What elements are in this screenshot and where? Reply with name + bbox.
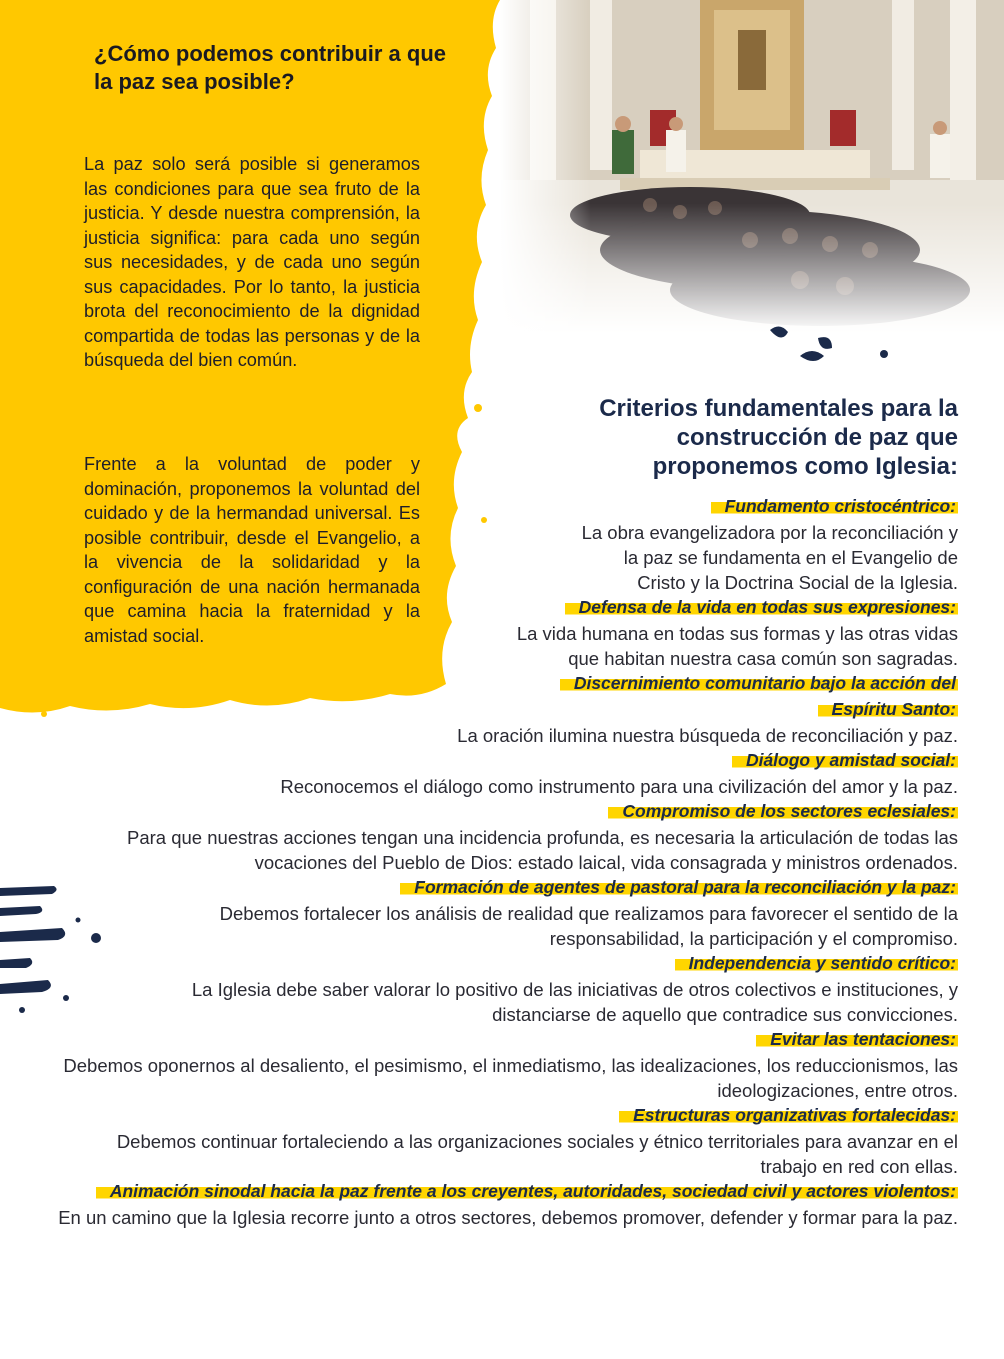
criteria-item — [58, 1179, 958, 1230]
criteria-body: La obra evangelizadora por la reconciliación y la paz se fundamenta en el Evangelio de Cristo y la Doctrina Social de la Iglesia. — [581, 522, 958, 593]
criteria-item — [58, 875, 958, 951]
criteria-item — [58, 671, 958, 748]
criteria-heading: Evitar las tentaciones: — [756, 1029, 958, 1049]
criteria-body: Debemos oponernos al desaliento, el pesimismo, el inmediatismo, las idealizaciones, los reduccionismos, las ideologizaciones, entre otros. — [63, 1055, 958, 1101]
left-section-title: ¿Cómo podemos contribuir a que la paz sea posible? — [94, 41, 447, 94]
criteria-heading: Diálogo y amistad social: — [732, 750, 958, 770]
left-paragraph-1: La paz solo será posible si generamos las condiciones para que sea fruto de la justicia. Y desde nuestra comprensión, la justicia significa: para cada uno según sus necesidades, y de cada uno según sus capacidades. Por lo tanto, la justicia brota del reconocimiento de la dignidad compartida de todas las personas y de la búsqueda del bien común. — [84, 154, 420, 370]
criteria-item — [58, 951, 958, 1027]
criteria-heading: Formación de agentes de pastoral para la reconciliación y la paz: — [400, 877, 958, 897]
criteria-body: Reconocemos el diálogo como instrumento para una civilización del amor y la paz. — [280, 776, 958, 797]
church-interior-photo — [500, 0, 1004, 370]
criteria-body: Debemos fortalecer los análisis de realidad que realizamos para favorecer el sentido de la responsabilidad, la participación y el compromiso. — [219, 903, 958, 949]
criteria-list — [58, 494, 958, 1230]
criteria-item — [58, 595, 958, 671]
criteria-heading: Fundamento cristocéntrico: — [711, 496, 958, 516]
criteria-heading: Animación sinodal hacia la paz frente a los creyentes, autoridades, sociedad civil y actores violentos: — [96, 1181, 958, 1201]
criteria-item — [58, 494, 958, 595]
criteria-heading: Discernimiento comunitario bajo la acción del Espíritu Santo: — [560, 673, 958, 719]
criteria-heading: Estructuras organizativas fortalecidas: — [619, 1105, 958, 1125]
criteria-heading: Compromiso de los sectores eclesiales: — [608, 801, 958, 821]
criteria-heading: Defensa de la vida en todas sus expresiones: — [565, 597, 958, 617]
criteria-body: La Iglesia debe saber valorar lo positivo de las iniciativas de otros colectivos e instituciones, y distanciarse de aquello que contradice sus convicciones. — [191, 979, 958, 1025]
criteria-section-title: Criterios fundamentales para la construcción de paz que proponemos como Iglesia: — [599, 395, 958, 480]
left-paragraph-2: Frente a la voluntad de poder y dominación, proponemos la voluntad del cuidado y de la hermandad universal. Es posible contribuir, desde el Evangelio, a la vivencia de la solidaridad y la configuración de una nación hermanada que camina hacia la fraternidad y la amistad social. — [84, 454, 420, 646]
criteria-item — [58, 799, 958, 875]
criteria-item — [58, 748, 958, 799]
criteria-body: En un camino que la Iglesia recorre junto a otros sectores, debemos promover, defender y formar para la paz. — [58, 1207, 958, 1228]
criteria-item — [58, 1103, 958, 1179]
criteria-heading: Independencia y sentido crítico: — [675, 953, 958, 973]
criteria-body: Para que nuestras acciones tengan una incidencia profunda, es necesaria la articulación de todas las vocaciones del Pueblo de Dios: estado laical, vida consagrada y ministros ordenados. — [127, 827, 958, 873]
criteria-body: La vida humana en todas sus formas y las otras vidas que habitan nuestra casa común son sagradas. — [516, 623, 958, 669]
criteria-body: Debemos continuar fortaleciendo a las organizaciones sociales y étnico territoriales para avanzar en el trabajo en red con ellas. — [116, 1131, 958, 1177]
criteria-item — [58, 1027, 958, 1103]
criteria-body: La oración ilumina nuestra búsqueda de reconciliación y paz. — [457, 725, 958, 746]
